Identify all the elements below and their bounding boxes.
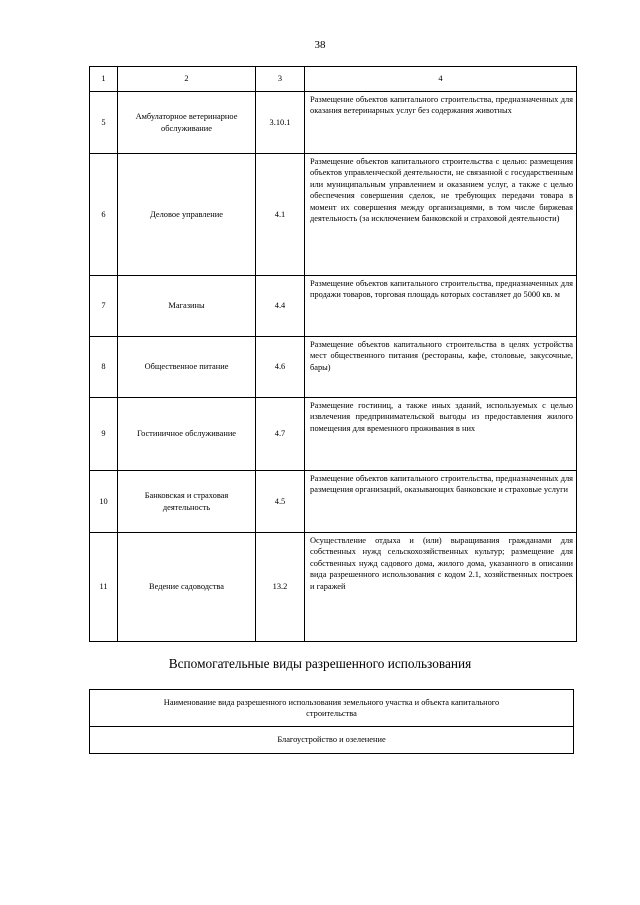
row-number: 9: [90, 398, 118, 471]
use-type-description: Размещение объектов капитального строительства, предназначенных для продажи товаров, торговая площадь которых составляет до 5000 кв. м: [305, 276, 577, 337]
table-header-row: [90, 67, 577, 92]
table-row: [90, 92, 577, 154]
use-type-code: 4.5: [256, 471, 305, 533]
use-type-name: Ведение садоводства: [118, 533, 256, 642]
section-title: Вспомогательные виды разрешенного использования: [168, 656, 472, 671]
use-type-code: 4.4: [256, 276, 305, 337]
table-row: [90, 154, 577, 276]
table-row: [90, 727, 574, 754]
use-type-code: 4.1: [256, 154, 305, 276]
use-type-name: Магазины: [118, 276, 256, 337]
table-row: [90, 337, 577, 398]
row-number: 11: [90, 533, 118, 642]
use-type-name: Банковская и страховая деятельность: [118, 471, 256, 533]
use-type-description: Размещение объектов капитального строительства, предназначенных для оказания ветеринарных услуг без содержания животных: [305, 92, 577, 154]
row-number: 7: [90, 276, 118, 337]
header-cell: 4: [305, 67, 577, 92]
use-type-description: Размещение объектов капитального строительства в целях устройства мест общественного питания (рестораны, кафе, столовые, закусочные, бары): [305, 337, 577, 398]
table-row: [90, 398, 577, 471]
auxiliary-use-table: [89, 689, 574, 754]
row-number: 8: [90, 337, 118, 398]
use-type-code: 4.6: [256, 337, 305, 398]
row-number: 6: [90, 154, 118, 276]
table-row: [90, 471, 577, 533]
use-type-name: Деловое управление: [118, 154, 256, 276]
use-type-code: 3.10.1: [256, 92, 305, 154]
use-type-name: Гостиничное обслуживание: [118, 398, 256, 471]
row-number: 5: [90, 92, 118, 154]
auxiliary-header-cell: Наименование вида разрешенного использования земельного участка и объекта капитального строительства: [90, 690, 574, 727]
header-cell: 2: [118, 67, 256, 92]
header-cell: 3: [256, 67, 305, 92]
use-type-description: Размещение объектов капитального строительства с целью: размещения объектов управленческой деятельности, не связанной с государственным или муниципальным управлением и оказанием услуг, а также с целью обеспечения совершения сделок, не требующих передачи товара в момент их совершения между организациями, в том числе биржевая деятельность (за исключением банковской и страховой деятельности): [305, 154, 577, 276]
row-number: 10: [90, 471, 118, 533]
use-type-code: 4.7: [256, 398, 305, 471]
use-type-name: Амбулаторное ветеринарное обслуживание: [118, 92, 256, 154]
auxiliary-header-row: [90, 690, 574, 727]
permitted-use-table: [89, 66, 577, 642]
use-type-name: Общественное питание: [118, 337, 256, 398]
auxiliary-use-item: Благоустройство и озеленение: [90, 727, 574, 754]
use-type-code: 13.2: [256, 533, 305, 642]
header-cell: 1: [90, 67, 118, 92]
use-type-description: Осуществление отдыха и (или) выращивания гражданами для собственных нужд сельскохозяйственных культур; размещение для собственных нужд садового дома, жилого дома, указанного в описании вида разрешенного использования с кодом 2.1, хозяйственных построек и гаражей: [305, 533, 577, 642]
table-row: [90, 533, 577, 642]
use-type-description: Размещение объектов капитального строительства, предназначенных для размещения организаций, оказывающих банковские и страховые услуги: [305, 471, 577, 533]
table-row: [90, 276, 577, 337]
page-number: 38: [314, 39, 326, 51]
use-type-description: Размещение гостиниц, а также иных зданий, используемых с целью извлечения предпринимательской выгоды из предоставления жилого помещения для временного проживания в них: [305, 398, 577, 471]
